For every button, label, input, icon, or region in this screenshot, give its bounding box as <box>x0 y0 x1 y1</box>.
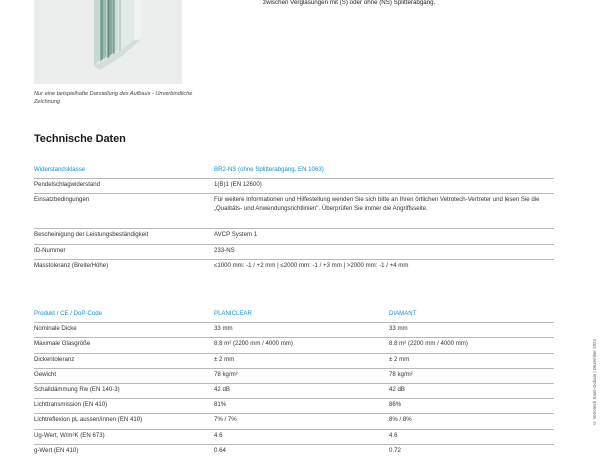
row-planiclear: 78 kg/m² <box>214 368 389 383</box>
row-diamant: 42 dB <box>389 383 554 398</box>
row-planiclear: 7% / 7% <box>214 414 389 429</box>
glass-layers-drawing <box>34 0 182 84</box>
row-label: Schalldämmung Rw (EN 140-3) <box>34 383 214 398</box>
row-value: 233-NS <box>214 244 554 259</box>
product-data-table <box>34 308 554 459</box>
table-header-row <box>34 164 554 179</box>
row-value: Für weitere Informationen und Hilfestellung wenden Sie sich bitte an Ihren örtlichen Vetrotech-Vertreter und lesen Sie die „Qualitäts- und Anwendungsrichtlinien". Überprüfen Sie immer die Angriffsseite. <box>214 194 554 229</box>
row-diamant: 86% <box>389 399 554 414</box>
row-diamant: 0.72 <box>389 444 554 459</box>
row-label: Lichtreflexion pL aussen/innen (EN 410) <box>34 414 214 429</box>
row-diamant: ± 2 mm <box>389 353 554 368</box>
row-label: Lichttransmission (EN 410) <box>34 399 214 414</box>
copyright-notice: © Vetrotech Saint-Gobain | Dezember 2024 <box>592 339 597 426</box>
row-label: Dickentoleranz <box>34 353 214 368</box>
row-diamant: 78 kg/m² <box>389 368 554 383</box>
row-planiclear: ± 2 mm <box>214 353 389 368</box>
row-diamant: 8% / 8% <box>389 414 554 429</box>
table-row <box>34 414 554 429</box>
row-value: ≤1000 mm: -1 / +2 mm | ≤2000 mm: -1 / +3 mm | >2000 mm: -1 / +4 mm <box>214 259 554 274</box>
row-label: ID-Nummer <box>34 244 214 259</box>
row-label: Nominale Dicke <box>34 323 214 338</box>
technical-data-table <box>34 164 554 274</box>
row-planiclear: 8.8 m² (2200 mm / 4000 mm) <box>214 338 389 353</box>
table-row <box>34 194 554 229</box>
table-row <box>34 383 554 398</box>
row-label: Gewicht <box>34 368 214 383</box>
header-planiclear: PLANICLEAR <box>214 310 252 317</box>
table-header-row <box>34 308 554 323</box>
row-planiclear: 33 mm <box>214 323 389 338</box>
row-label: Pendelschlagwiderstand <box>34 179 214 194</box>
row-value: AVCP System 1 <box>214 229 554 244</box>
table-row <box>34 353 554 368</box>
section-title: Technische Daten <box>34 133 126 145</box>
row-diamant: 4.6 <box>389 429 554 444</box>
image-caption: Nur eine beispielhafte Darstellung des Aufbaus - Unverbindliche Zeichnung <box>34 91 193 105</box>
table-row <box>34 244 554 259</box>
row-label: Ug-Wert, W/m²K (EN 673) <box>34 429 214 444</box>
table-row <box>34 323 554 338</box>
row-label: Bescheinigung der Leistungsbeständigkeit <box>34 229 214 244</box>
row-planiclear: 42 dB <box>214 383 389 398</box>
row-diamant: 33 mm <box>389 323 554 338</box>
table-row <box>34 368 554 383</box>
table-row <box>34 179 554 194</box>
row-label: Maximale Glasgröße <box>34 338 214 353</box>
table-row <box>34 444 554 459</box>
glass-laminate-illustration <box>34 0 182 84</box>
table-row <box>34 429 554 444</box>
header-label: Produkt / CE / DoP-Code <box>34 310 103 317</box>
row-planiclear: 0.64 <box>214 444 389 459</box>
table-row <box>34 338 554 353</box>
header-value: BR2-NS (ohne Splitterabgang, EN 1063) <box>214 166 324 173</box>
row-label: Einsatzbedingungen <box>34 194 214 229</box>
table-row <box>34 229 554 244</box>
description-text: zwischen Verglasungen mit (S) oder ohne (NS) Splitterabgang. <box>263 0 436 6</box>
header-diamant: DIAMANT <box>389 310 417 317</box>
row-planiclear: 81% <box>214 399 389 414</box>
row-label: Masstoleranz (Breite/Höhe) <box>34 259 214 274</box>
table-row <box>34 259 554 274</box>
row-value: 1(B)1 (EN 12600) <box>214 179 554 194</box>
table-row <box>34 399 554 414</box>
row-label: g-Wert (EN 410) <box>34 444 214 459</box>
header-label: Widerstandsklasse <box>34 166 86 173</box>
row-planiclear: 4.6 <box>214 429 389 444</box>
row-diamant: 8.8 m² (2200 mm / 4000 mm) <box>389 338 554 353</box>
